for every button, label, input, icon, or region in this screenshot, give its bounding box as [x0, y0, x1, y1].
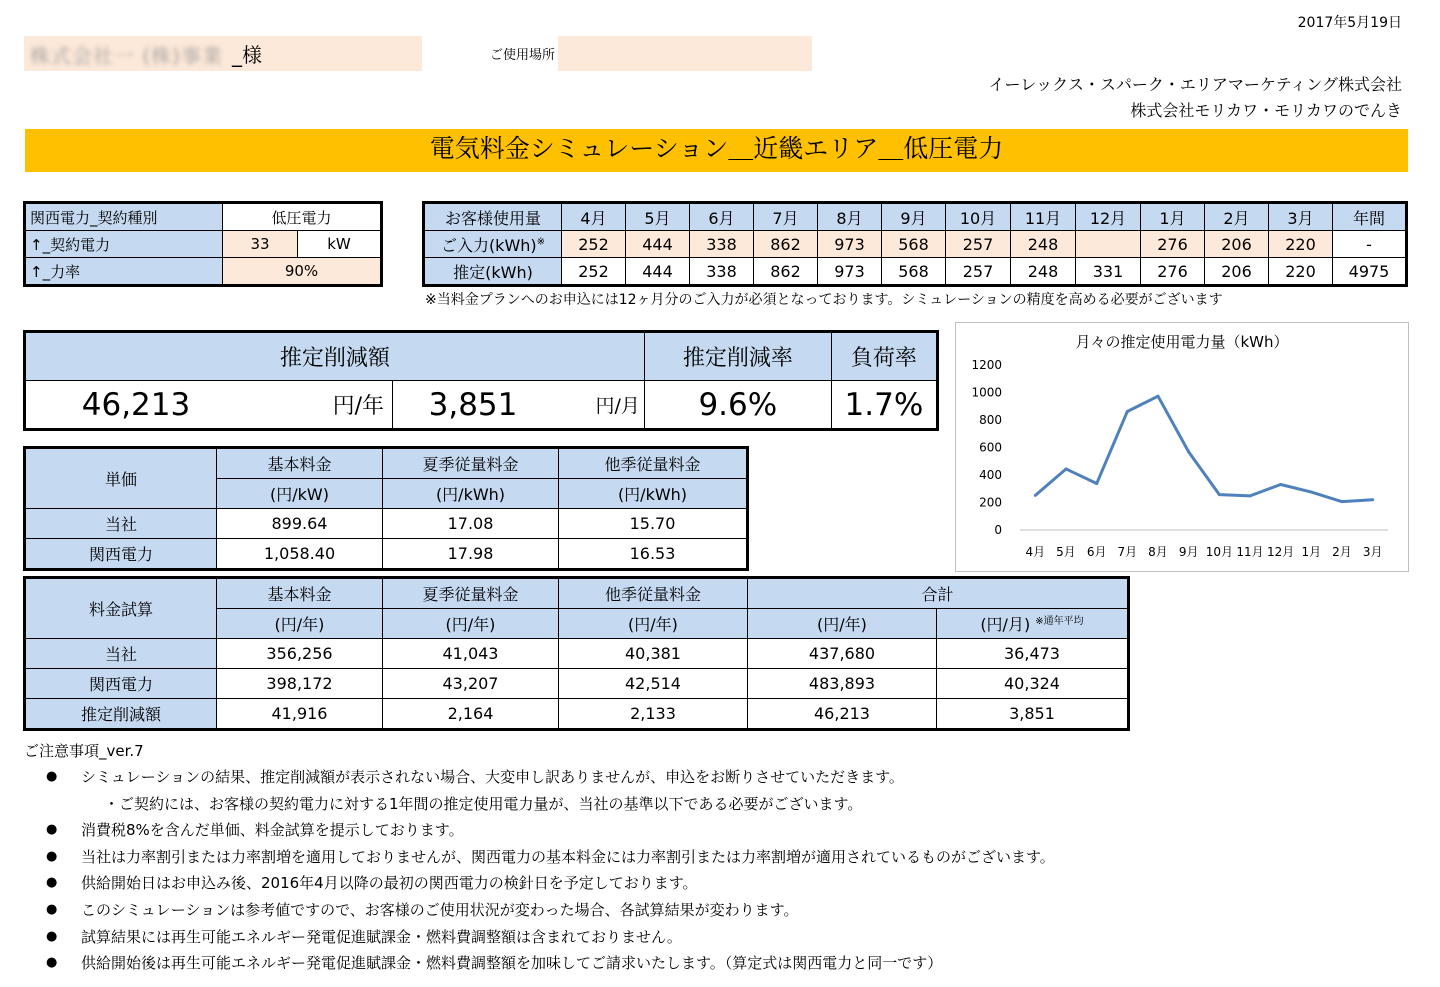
usage-data-point — [1279, 483, 1282, 486]
calc-cell: 41,043 — [383, 639, 559, 669]
usage-estimate-label: 推定(kWh) — [424, 258, 562, 286]
usage-estimate-annual: 4975 — [1333, 258, 1407, 286]
x-tick-label: 1月 — [1301, 545, 1322, 559]
note-text: 当社は力率割引または力率割増を適用しておりませんが、関西電力の基本料金には力率割引または力率割増が適用されているものがございます。 — [81, 847, 1055, 866]
x-tick-label: 12月 — [1267, 545, 1295, 559]
x-tick-label: 6月 — [1086, 545, 1107, 559]
chart-title: 月々の推定使用電力量（kWh） — [1075, 333, 1289, 351]
calc-row-name: 推定削減額 — [25, 699, 217, 730]
calc-cell: 483,893 — [748, 669, 937, 699]
calc-row-name: 当社 — [25, 639, 217, 669]
unit-cell: 16.53 — [559, 539, 748, 570]
usage-series-line — [1035, 396, 1372, 501]
table-row — [25, 509, 748, 539]
unit-col-basic: 基本料金 — [217, 448, 383, 479]
usage-input-cell[interactable]: 338 — [690, 231, 754, 258]
note-text: このシミュレーションは参考値ですので、お客様のご使用状況が変わった場合、各試算結果が変わります。 — [81, 900, 799, 919]
contract-type-label: 関西電力_契約種別 — [25, 203, 223, 231]
calc-cell: 3,851 — [937, 699, 1129, 730]
usage-estimate-cell: 252 — [562, 258, 626, 286]
usage-estimate-cell: 248 — [1011, 258, 1076, 286]
report-date: 2017年5月19日 — [1297, 15, 1402, 31]
note-item — [24, 844, 1055, 871]
x-tick-label: 4月 — [1025, 545, 1046, 559]
usage-input-cell[interactable]: 248 — [1011, 231, 1076, 258]
fee-calculation-table — [23, 576, 1130, 731]
usage-data-point — [1341, 500, 1344, 503]
usage-input-mark: ※ — [536, 236, 546, 248]
note-text: 供給開始後は再生可能エネルギー発電促進賦課金・燃料費調整額を加味してご請求いたします。（算定式は関西電力と同一です） — [81, 954, 943, 973]
usage-estimate-cell: 862 — [754, 258, 818, 286]
usage-data-point — [1371, 498, 1374, 501]
usage-input-cell[interactable]: 252 — [562, 231, 626, 258]
table-row — [25, 639, 1129, 669]
note-item — [24, 897, 1055, 924]
usage-input-cell[interactable]: 862 — [754, 231, 818, 258]
x-tick-label: 8月 — [1148, 545, 1168, 559]
unit-row-name: 当社 — [25, 509, 217, 539]
y-tick-label: 1200 — [971, 358, 1002, 372]
usage-note: ※当料金プランへのお申込には12ヶ月分のご入力が必須となっております。シミュレーションの精度を高める必要がございます — [425, 292, 1223, 308]
usage-month-header: 5月 — [626, 203, 690, 231]
calc-cell: 43,207 — [383, 669, 559, 699]
unit-col-summer-unit: (円/kWh) — [383, 479, 559, 509]
annual-saving-value: 46,213 — [25, 381, 247, 430]
calc-cell: 2,133 — [559, 699, 748, 730]
calc-cell: 40,381 — [559, 639, 748, 669]
unit-price-table — [23, 446, 749, 571]
usage-input-cell[interactable]: 276 — [1141, 231, 1205, 258]
table-row — [25, 539, 748, 570]
calc-col-total-year-unit: (円/年) — [748, 609, 937, 639]
page-title: 電気料金シミュレーション＿近畿エリア＿低圧電力 — [25, 129, 1408, 172]
monthly-saving-unit: 円/月 — [553, 381, 644, 430]
location-field — [558, 36, 812, 71]
contract-table — [23, 201, 383, 287]
usage-month-header: 11月 — [1011, 203, 1076, 231]
unit-row-name: 関西電力 — [25, 539, 217, 570]
customer-name-redacted: 株式会社一 (株)事業 — [30, 44, 223, 68]
x-tick-label: 9月 — [1178, 545, 1199, 559]
table-row — [25, 669, 1129, 699]
note-text: ・ご契約には、お客様の契約電力に対する1年間の推定使用電力量が、当社の基準以下である必要がございます。 — [104, 794, 863, 813]
calc-row-name: 関西電力 — [25, 669, 217, 699]
chart-x-axis — [1020, 530, 1388, 559]
result-summary-table — [23, 330, 939, 431]
calc-cell: 356,256 — [217, 639, 383, 669]
usage-data-point — [1095, 482, 1098, 485]
notes-section — [24, 740, 1055, 977]
unit-col-basic-unit: (円/kW) — [217, 479, 383, 509]
usage-month-header: 10月 — [946, 203, 1011, 231]
table-row — [25, 699, 1129, 730]
note-text: 供給開始日はお申込み後、2016年4月以降の最初の関西電力の検針日を予定しております。 — [81, 874, 698, 893]
calc-col-summer: 夏季従量料金 — [383, 578, 559, 609]
usage-input-cell[interactable] — [1076, 231, 1141, 258]
bullet-icon: ● — [46, 875, 58, 891]
usage-input-cell[interactable]: 220 — [1269, 231, 1333, 258]
company-name-1: イーレックス・スパーク・エリアマーケティング株式会社 — [988, 75, 1402, 94]
bullet-icon: ● — [46, 955, 58, 971]
power-factor-input[interactable]: 90% — [223, 258, 382, 286]
usage-input-label — [424, 231, 562, 258]
note-item — [24, 764, 1055, 791]
calc-cell: 40,324 — [937, 669, 1129, 699]
unit-cell: 1,058.40 — [217, 539, 383, 570]
note-item — [24, 924, 1055, 951]
calc-col-other-unit: (円/年) — [559, 609, 748, 639]
note-item — [24, 870, 1055, 897]
chart-series — [1034, 395, 1374, 503]
monthly-usage-chart — [955, 322, 1409, 572]
calc-col-summer-unit: (円/年) — [383, 609, 559, 639]
annual-average-note: ※通年平均 — [1035, 616, 1084, 627]
y-tick-label: 200 — [979, 495, 1002, 510]
bullet-icon: ● — [46, 769, 58, 784]
usage-month-header: 12月 — [1076, 203, 1141, 231]
calc-cell: 41,916 — [217, 699, 383, 730]
y-tick-label: 400 — [979, 468, 1002, 482]
notes-title: ご注意事項_ver.7 — [24, 742, 144, 760]
calc-label: 料金試算 — [25, 578, 217, 639]
usage-month-header: 1月 — [1141, 203, 1205, 231]
usage-estimate-cell: 568 — [882, 258, 946, 286]
unit-cell: 17.98 — [383, 539, 559, 570]
unit-col-summer: 夏季従量料金 — [383, 448, 559, 479]
usage-input-cell[interactable]: 206 — [1205, 231, 1269, 258]
usage-table — [422, 201, 1408, 287]
x-tick-label: 11月 — [1236, 545, 1264, 559]
saving-rate-value: 9.6% — [644, 381, 831, 430]
usage-data-point — [1218, 493, 1221, 496]
unit-col-other: 他季従量料金 — [559, 448, 748, 479]
x-tick-label: 3月 — [1362, 545, 1383, 559]
x-tick-label: 5月 — [1056, 545, 1076, 559]
calc-month-unit-text: (円/月) — [980, 615, 1031, 634]
unit-price-label: 単価 — [25, 448, 217, 509]
usage-data-point — [1065, 467, 1068, 470]
contract-type-value: 低圧電力 — [223, 203, 382, 231]
contract-power-input[interactable]: 33 — [223, 231, 298, 258]
usage-data-point — [1187, 450, 1190, 453]
usage-month-header: 9月 — [882, 203, 946, 231]
load-factor-header: 負荷率 — [831, 332, 937, 381]
calc-col-basic: 基本料金 — [217, 578, 383, 609]
y-tick-label: 1000 — [971, 385, 1002, 400]
usage-data-point — [1126, 410, 1129, 413]
calc-cell: 42,514 — [559, 669, 748, 699]
load-factor-value: 1.7% — [831, 381, 937, 430]
company-name-2: 株式会社モリカワ・モリカワのでんき — [1130, 101, 1402, 120]
x-tick-label: 10月 — [1205, 545, 1233, 559]
usage-data-point — [1249, 494, 1252, 497]
usage-input-cell[interactable]: 444 — [626, 231, 690, 258]
x-tick-label: 7月 — [1117, 545, 1138, 559]
calc-col-total-month-unit — [937, 609, 1129, 639]
usage-month-header: 4月 — [562, 203, 626, 231]
usage-month-header: 7月 — [754, 203, 818, 231]
bullet-icon: ● — [46, 848, 58, 864]
notes-list — [24, 764, 1055, 977]
calc-cell: 2,164 — [383, 699, 559, 730]
unit-cell: 899.64 — [217, 509, 383, 539]
calc-col-other: 他季従量料金 — [559, 578, 748, 609]
bullet-icon: ● — [46, 822, 58, 838]
usage-month-header: 8月 — [818, 203, 882, 231]
y-tick-label: 0 — [994, 523, 1002, 537]
usage-estimate-cell: 206 — [1205, 258, 1269, 286]
calc-col-basic-unit: (円/年) — [217, 609, 383, 639]
usage-estimate-cell: 338 — [690, 258, 754, 286]
saving-rate-header: 推定削減率 — [644, 332, 831, 381]
chart-svg — [956, 323, 1408, 571]
contract-power-label: ↑_契約電力 — [25, 231, 223, 258]
usage-input-cell[interactable]: 973 — [818, 231, 882, 258]
unit-col-other-unit: (円/kWh) — [559, 479, 748, 509]
note-item — [24, 791, 1055, 818]
chart-y-axis — [971, 358, 1002, 537]
annual-saving-unit: 円/年 — [246, 381, 393, 430]
usage-estimate-cell: 257 — [946, 258, 1011, 286]
usage-input-annual: - — [1333, 231, 1407, 258]
usage-estimate-cell: 973 — [818, 258, 882, 286]
y-tick-label: 600 — [979, 440, 1002, 455]
usage-estimate-cell: 331 — [1076, 258, 1141, 286]
usage-header-label: お客様使用量 — [424, 203, 562, 231]
bullet-icon: ● — [46, 901, 58, 917]
x-tick-label: 2月 — [1332, 545, 1352, 559]
usage-estimate-cell: 220 — [1269, 258, 1333, 286]
note-item — [24, 817, 1055, 844]
calc-cell: 36,473 — [937, 639, 1129, 669]
y-tick-label: 800 — [979, 413, 1002, 427]
usage-estimate-cell: 444 — [626, 258, 690, 286]
usage-month-header: 3月 — [1269, 203, 1333, 231]
usage-input-label-text: ご入力(kWh) — [440, 235, 537, 255]
unit-cell: 15.70 — [559, 509, 748, 539]
monthly-saving-value: 3,851 — [393, 381, 554, 430]
calc-cell: 398,172 — [217, 669, 383, 699]
note-text: 消費税8%を含んだ単価、料金試算を提示しております。 — [81, 821, 464, 840]
calc-cell: 437,680 — [748, 639, 937, 669]
power-factor-label: ↑_力率 — [25, 258, 223, 286]
saving-amount-header: 推定削減額 — [25, 332, 645, 381]
calc-cell: 46,213 — [748, 699, 937, 730]
customer-suffix: _様 — [232, 43, 262, 67]
usage-data-point — [1157, 395, 1160, 398]
unit-cell: 17.08 — [383, 509, 559, 539]
usage-input-cell[interactable]: 257 — [946, 231, 1011, 258]
usage-input-cell[interactable]: 568 — [882, 231, 946, 258]
usage-month-header: 2月 — [1205, 203, 1269, 231]
contract-power-unit: kW — [298, 231, 382, 258]
calc-col-total: 合計 — [748, 578, 1129, 609]
location-label: ご使用場所 — [490, 48, 556, 63]
usage-data-point — [1034, 494, 1037, 497]
note-text: シミュレーションの結果、推定削減額が表示されない場合、大変申し訳ありませんが、申込をお断りさせていただきます。 — [81, 768, 904, 786]
usage-estimate-cell: 276 — [1141, 258, 1205, 286]
usage-month-header: 6月 — [690, 203, 754, 231]
note-item — [24, 950, 1055, 977]
usage-data-point — [1310, 491, 1313, 494]
bullet-icon: ● — [46, 928, 58, 944]
usage-annual-header: 年間 — [1333, 203, 1407, 231]
note-text: 試算結果には再生可能エネルギー発電促進賦課金・燃料費調整額は含まれておりません。 — [81, 927, 682, 946]
